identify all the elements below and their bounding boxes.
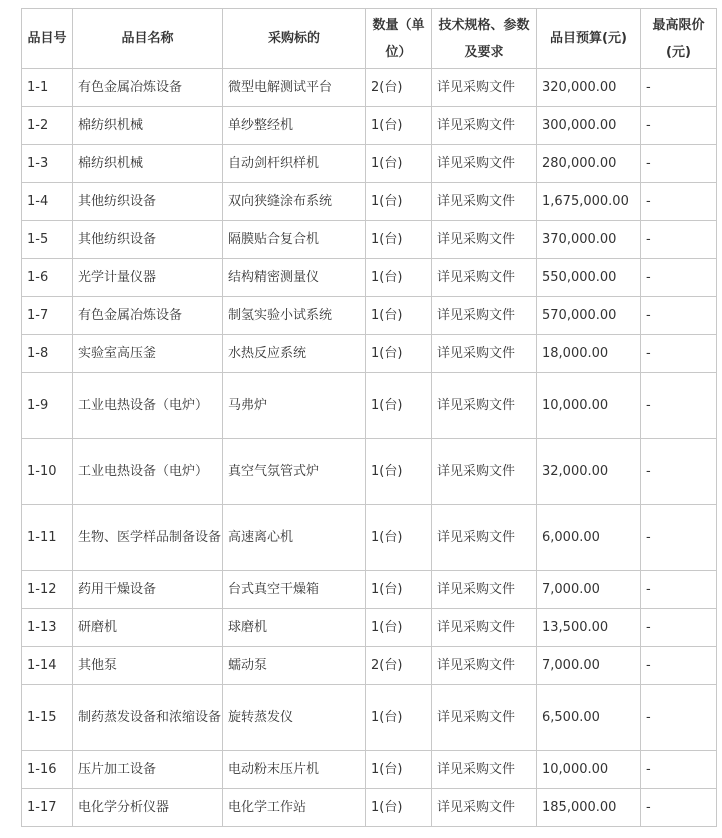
cell-procurement-target: 微型电解测试平台 bbox=[223, 69, 366, 107]
cell-spec: 详见采购文件 bbox=[432, 751, 537, 789]
cell-budget: 18,000.00 bbox=[537, 335, 641, 373]
cell-budget: 7,000.00 bbox=[537, 571, 641, 609]
cell-item-no: 1-14 bbox=[22, 647, 73, 685]
cell-budget: 370,000.00 bbox=[537, 221, 641, 259]
table-row bbox=[22, 789, 717, 827]
cell-procurement-target: 隔膜贴合复合机 bbox=[223, 221, 366, 259]
cell-item-no: 1-3 bbox=[22, 145, 73, 183]
cell-procurement-target: 水热反应系统 bbox=[223, 335, 366, 373]
cell-procurement-target: 结构精密测量仪 bbox=[223, 259, 366, 297]
cell-item-category: 其他纺织设备 bbox=[73, 183, 223, 221]
cell-procurement-target: 电动粉末压片机 bbox=[223, 751, 366, 789]
cell-item-no: 1-7 bbox=[22, 297, 73, 335]
cell-item-no: 1-6 bbox=[22, 259, 73, 297]
cell-spec: 详见采购文件 bbox=[432, 373, 537, 439]
header-spec: 技术规格、参数及要求 bbox=[432, 9, 537, 69]
cell-item-no: 1-8 bbox=[22, 335, 73, 373]
cell-item-category: 实验室高压釜 bbox=[73, 335, 223, 373]
header-budget: 品目预算(元) bbox=[537, 9, 641, 69]
cell-budget: 10,000.00 bbox=[537, 373, 641, 439]
cell-price-limit: - bbox=[641, 335, 717, 373]
cell-item-category: 工业电热设备（电炉） bbox=[73, 439, 223, 505]
cell-quantity: 1(台) bbox=[366, 259, 432, 297]
cell-item-category: 棉纺织机械 bbox=[73, 107, 223, 145]
cell-item-no: 1-2 bbox=[22, 107, 73, 145]
cell-procurement-target: 蠕动泵 bbox=[223, 647, 366, 685]
table-row bbox=[22, 373, 717, 439]
cell-budget: 6,000.00 bbox=[537, 505, 641, 571]
cell-procurement-target: 台式真空干燥箱 bbox=[223, 571, 366, 609]
cell-item-category: 其他纺织设备 bbox=[73, 221, 223, 259]
table-row bbox=[22, 751, 717, 789]
cell-price-limit: - bbox=[641, 789, 717, 827]
cell-price-limit: - bbox=[641, 505, 717, 571]
header-procurement-target: 采购标的 bbox=[223, 9, 366, 69]
cell-spec: 详见采购文件 bbox=[432, 439, 537, 505]
cell-quantity: 1(台) bbox=[366, 609, 432, 647]
cell-item-no: 1-11 bbox=[22, 505, 73, 571]
cell-procurement-target: 马弗炉 bbox=[223, 373, 366, 439]
cell-spec: 详见采购文件 bbox=[432, 335, 537, 373]
table-row bbox=[22, 647, 717, 685]
cell-quantity: 1(台) bbox=[366, 789, 432, 827]
cell-procurement-target: 旋转蒸发仪 bbox=[223, 685, 366, 751]
cell-item-category: 棉纺织机械 bbox=[73, 145, 223, 183]
header-price-limit: 最高限价(元) bbox=[641, 9, 717, 69]
procurement-table bbox=[21, 8, 717, 827]
cell-spec: 详见采购文件 bbox=[432, 789, 537, 827]
cell-budget: 7,000.00 bbox=[537, 647, 641, 685]
cell-budget: 32,000.00 bbox=[537, 439, 641, 505]
table-row bbox=[22, 685, 717, 751]
cell-price-limit: - bbox=[641, 183, 717, 221]
cell-quantity: 1(台) bbox=[366, 751, 432, 789]
header-quantity: 数量（单位） bbox=[366, 9, 432, 69]
cell-budget: 570,000.00 bbox=[537, 297, 641, 335]
cell-item-category: 电化学分析仪器 bbox=[73, 789, 223, 827]
cell-quantity: 1(台) bbox=[366, 685, 432, 751]
cell-budget: 300,000.00 bbox=[537, 107, 641, 145]
table-row bbox=[22, 609, 717, 647]
cell-spec: 详见采购文件 bbox=[432, 107, 537, 145]
cell-spec: 详见采购文件 bbox=[432, 259, 537, 297]
cell-item-no: 1-12 bbox=[22, 571, 73, 609]
cell-quantity: 1(台) bbox=[366, 335, 432, 373]
cell-budget: 10,000.00 bbox=[537, 751, 641, 789]
cell-procurement-target: 真空气氛管式炉 bbox=[223, 439, 366, 505]
table-row bbox=[22, 505, 717, 571]
cell-price-limit: - bbox=[641, 439, 717, 505]
cell-price-limit: - bbox=[641, 609, 717, 647]
cell-spec: 详见采购文件 bbox=[432, 183, 537, 221]
cell-quantity: 1(台) bbox=[366, 571, 432, 609]
table-row bbox=[22, 335, 717, 373]
cell-price-limit: - bbox=[641, 685, 717, 751]
cell-procurement-target: 制氢实验小试系统 bbox=[223, 297, 366, 335]
table-row bbox=[22, 221, 717, 259]
table-row bbox=[22, 259, 717, 297]
cell-price-limit: - bbox=[641, 571, 717, 609]
cell-spec: 详见采购文件 bbox=[432, 647, 537, 685]
cell-item-no: 1-15 bbox=[22, 685, 73, 751]
cell-budget: 13,500.00 bbox=[537, 609, 641, 647]
cell-item-no: 1-9 bbox=[22, 373, 73, 439]
cell-item-no: 1-1 bbox=[22, 69, 73, 107]
cell-quantity: 1(台) bbox=[366, 183, 432, 221]
cell-procurement-target: 双向狭缝涂布系统 bbox=[223, 183, 366, 221]
cell-quantity: 1(台) bbox=[366, 439, 432, 505]
cell-quantity: 2(台) bbox=[366, 69, 432, 107]
cell-procurement-target: 高速离心机 bbox=[223, 505, 366, 571]
cell-item-no: 1-17 bbox=[22, 789, 73, 827]
cell-spec: 详见采购文件 bbox=[432, 505, 537, 571]
cell-item-category: 压片加工设备 bbox=[73, 751, 223, 789]
table-row bbox=[22, 145, 717, 183]
cell-quantity: 2(台) bbox=[366, 647, 432, 685]
cell-budget: 320,000.00 bbox=[537, 69, 641, 107]
cell-price-limit: - bbox=[641, 221, 717, 259]
cell-quantity: 1(台) bbox=[366, 107, 432, 145]
table-row bbox=[22, 183, 717, 221]
cell-budget: 185,000.00 bbox=[537, 789, 641, 827]
cell-spec: 详见采购文件 bbox=[432, 685, 537, 751]
table-row bbox=[22, 297, 717, 335]
table-row bbox=[22, 69, 717, 107]
cell-item-category: 制药蒸发设备和浓缩设备 bbox=[73, 685, 223, 751]
procurement-table-container bbox=[21, 8, 717, 827]
header-item-category: 品目名称 bbox=[73, 9, 223, 69]
cell-price-limit: - bbox=[641, 647, 717, 685]
cell-quantity: 1(台) bbox=[366, 297, 432, 335]
cell-quantity: 1(台) bbox=[366, 505, 432, 571]
header-item-no: 品目号 bbox=[22, 9, 73, 69]
table-row bbox=[22, 107, 717, 145]
cell-procurement-target: 电化学工作站 bbox=[223, 789, 366, 827]
cell-budget: 6,500.00 bbox=[537, 685, 641, 751]
cell-price-limit: - bbox=[641, 373, 717, 439]
cell-procurement-target: 球磨机 bbox=[223, 609, 366, 647]
cell-item-no: 1-13 bbox=[22, 609, 73, 647]
cell-item-category: 有色金属冶炼设备 bbox=[73, 297, 223, 335]
cell-item-category: 有色金属冶炼设备 bbox=[73, 69, 223, 107]
table-row bbox=[22, 571, 717, 609]
cell-price-limit: - bbox=[641, 145, 717, 183]
cell-quantity: 1(台) bbox=[366, 373, 432, 439]
cell-item-category: 其他泵 bbox=[73, 647, 223, 685]
cell-price-limit: - bbox=[641, 259, 717, 297]
cell-budget: 1,675,000.00 bbox=[537, 183, 641, 221]
cell-price-limit: - bbox=[641, 69, 717, 107]
cell-item-no: 1-10 bbox=[22, 439, 73, 505]
cell-item-no: 1-5 bbox=[22, 221, 73, 259]
table-header-row bbox=[22, 9, 717, 69]
cell-quantity: 1(台) bbox=[366, 221, 432, 259]
cell-spec: 详见采购文件 bbox=[432, 571, 537, 609]
cell-item-category: 药用干燥设备 bbox=[73, 571, 223, 609]
cell-spec: 详见采购文件 bbox=[432, 297, 537, 335]
cell-spec: 详见采购文件 bbox=[432, 69, 537, 107]
cell-item-no: 1-16 bbox=[22, 751, 73, 789]
cell-price-limit: - bbox=[641, 107, 717, 145]
cell-spec: 详见采购文件 bbox=[432, 609, 537, 647]
cell-spec: 详见采购文件 bbox=[432, 145, 537, 183]
cell-procurement-target: 自动剑杆织样机 bbox=[223, 145, 366, 183]
cell-budget: 550,000.00 bbox=[537, 259, 641, 297]
cell-item-category: 研磨机 bbox=[73, 609, 223, 647]
cell-item-category: 工业电热设备（电炉） bbox=[73, 373, 223, 439]
cell-price-limit: - bbox=[641, 297, 717, 335]
cell-price-limit: - bbox=[641, 751, 717, 789]
cell-item-no: 1-4 bbox=[22, 183, 73, 221]
cell-spec: 详见采购文件 bbox=[432, 221, 537, 259]
cell-item-category: 光学计量仪器 bbox=[73, 259, 223, 297]
cell-budget: 280,000.00 bbox=[537, 145, 641, 183]
cell-procurement-target: 单纱整经机 bbox=[223, 107, 366, 145]
cell-item-category: 生物、医学样品制备设备 bbox=[73, 505, 223, 571]
table-row bbox=[22, 439, 717, 505]
cell-quantity: 1(台) bbox=[366, 145, 432, 183]
